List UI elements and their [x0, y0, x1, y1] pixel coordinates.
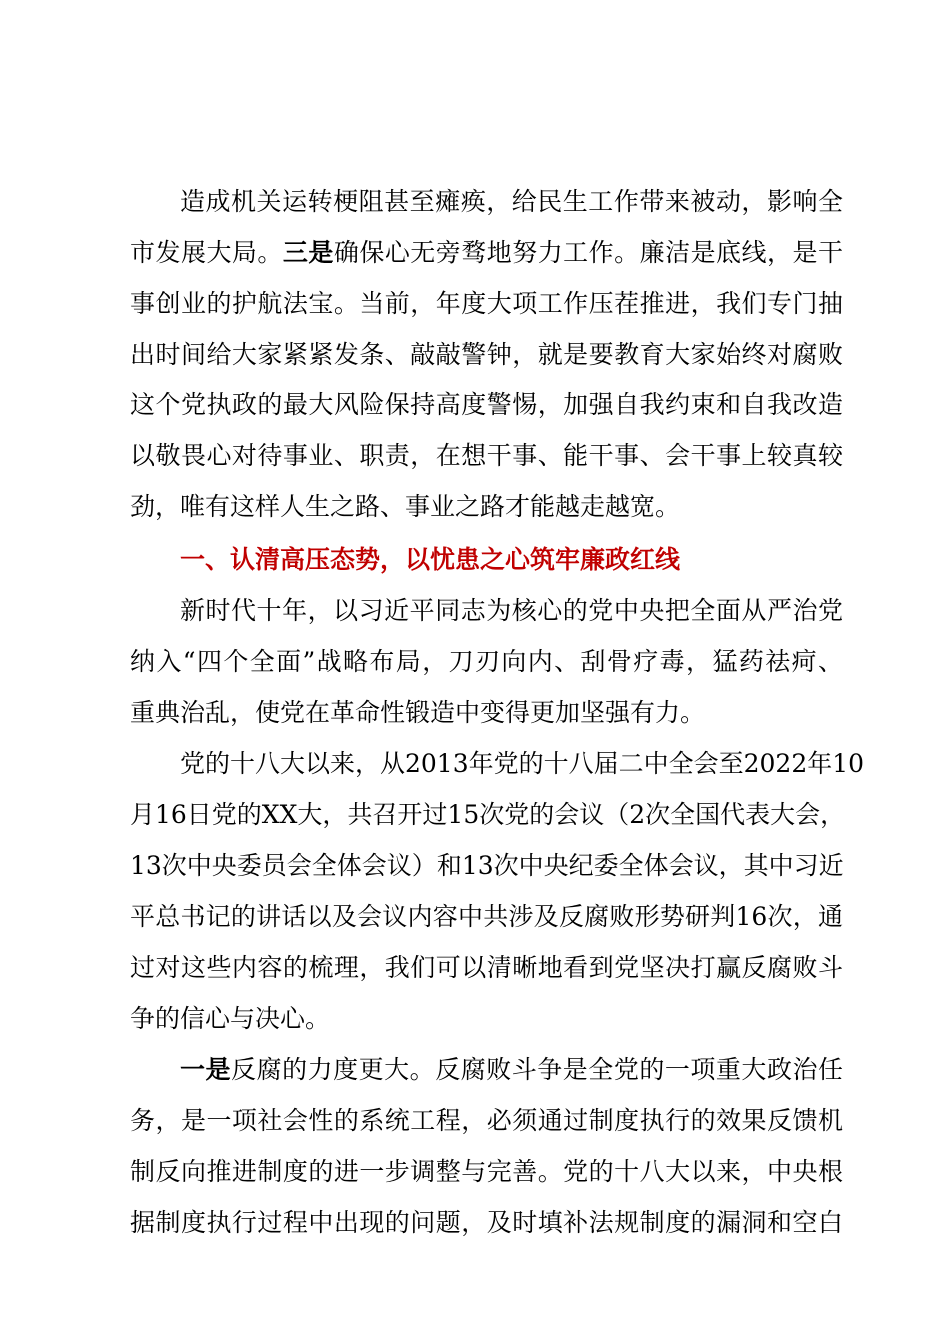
- text-run: 这个党执政的最大风险保持高度警惕，加强自我约束和自我改造: [130, 390, 843, 419]
- section-heading: 一、认清高压态势，以忧患之心筑牢廉政红线: [180, 545, 681, 574]
- paragraph-line: [0, 1208, 843, 1238]
- text-run: 13次中央委员会全体会议）和13次中央纪委全体会议，其中习近: [130, 851, 844, 880]
- text-run: 过对这些内容的梳理，我们可以清晰地看到党坚决打赢反腐败斗: [130, 953, 843, 982]
- paragraph-line: [0, 1004, 950, 1034]
- text-run: 事创业的护航法宝。当前，年度大项工作压茬推进，我们专门抽: [130, 289, 843, 318]
- text-run: 市发展大局。: [130, 238, 283, 267]
- text-run: 重典治乱，使党在革命性锻造中变得更加坚强有力。: [130, 698, 706, 727]
- text-run: 确保心无旁骛地努力工作。廉洁是底线，是干: [333, 238, 843, 267]
- paragraph-line: [0, 187, 843, 217]
- text-run: 新时代十年，以习近平同志为核心的党中央把全面从严治党: [180, 596, 843, 625]
- bold-lead-term: 三是: [282, 238, 334, 267]
- paragraph-line: [0, 698, 950, 728]
- text-run: 劲，唯有这样人生之路、事业之路才能越走越宽。: [130, 492, 681, 521]
- paragraph-line: [0, 289, 843, 319]
- text-run: 争的信心与决心。: [130, 1004, 331, 1033]
- paragraph-line: [0, 441, 843, 471]
- text-run: 以敬畏心对待事业、职责，在想干事、能干事、会干事上较真较: [130, 441, 843, 470]
- paragraph-line: [0, 902, 843, 932]
- text-run: 党的十八大以来，从2013年党的十八届二中全会至2022年10: [180, 749, 865, 778]
- paragraph-line: [0, 340, 843, 370]
- paragraph-line: [0, 800, 846, 830]
- text-run: 造成机关运转梗阻甚至瘫痪，给民生工作带来被动，影响全: [180, 187, 843, 216]
- text-run: 据制度执行过程中出现的问题，及时填补法规制度的漏洞和空白: [130, 1208, 843, 1237]
- text-run: 纳入“四个全面”战略布局，刀刃向内、刮骨疗毒，猛药祛疴、: [130, 647, 843, 676]
- paragraph-line: [0, 1055, 843, 1085]
- text-run: 反腐的力度更大。反腐败斗争是全党的一项重大政治任: [231, 1055, 843, 1084]
- paragraph-line: [0, 1157, 843, 1187]
- paragraph-line: [0, 647, 843, 677]
- bold-lead-term: 一是: [180, 1055, 232, 1084]
- paragraph-line: [0, 749, 865, 779]
- paragraph-line: [0, 851, 843, 881]
- text-run: 制反向推进制度的进一步调整与完善。党的十八大以来，中央根: [130, 1157, 843, 1186]
- text-run: 平总书记的讲话以及会议内容中共涉及反腐败形势研判16次，通: [130, 902, 843, 931]
- text-run: 出时间给大家紧紧发条、敲敲警钟，就是要教育大家始终对腐败: [130, 340, 843, 369]
- paragraph-line: [0, 492, 950, 522]
- paragraph-line: [0, 238, 843, 268]
- text-run: 务，是一项社会性的系统工程，必须通过制度执行的效果反馈机: [130, 1106, 843, 1135]
- paragraph-line: [0, 390, 843, 420]
- paragraph-line: [0, 1106, 843, 1136]
- paragraph-line: [0, 953, 843, 983]
- text-run: 月16日党的XX大，共召开过15次党的会议（2次全国代表大会，: [130, 800, 846, 829]
- paragraph-line: [0, 596, 843, 626]
